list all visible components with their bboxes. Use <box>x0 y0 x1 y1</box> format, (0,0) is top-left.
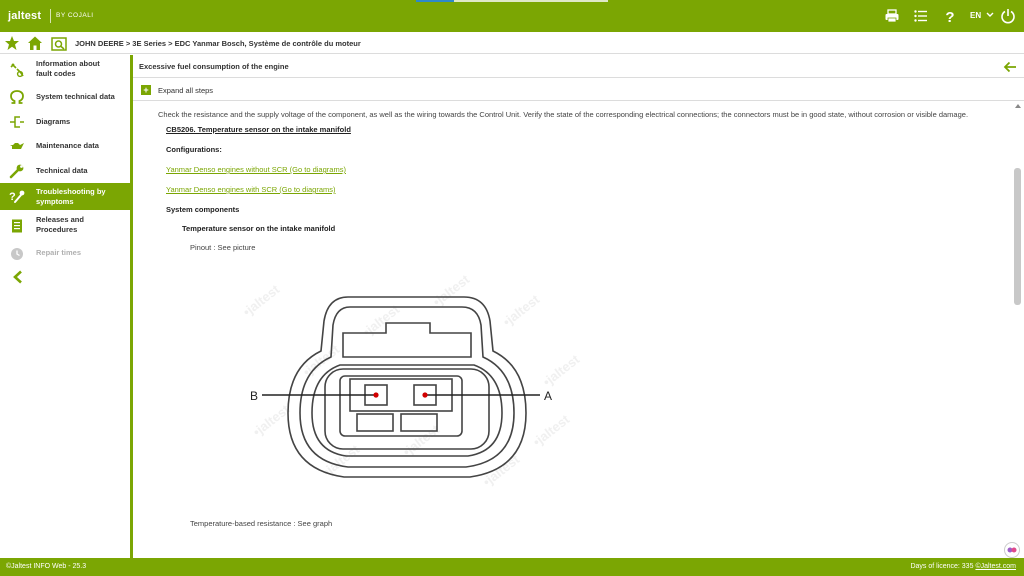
connector-drawing <box>240 273 610 501</box>
watermark: •jaltest <box>319 441 363 480</box>
sidebar-item-diagrams[interactable] <box>0 109 130 135</box>
loading-progress-fill <box>416 0 454 2</box>
system-components-heading: System components <box>166 205 240 214</box>
logo-divider <box>50 9 51 23</box>
sidebar-item-system-technical-data[interactable] <box>0 84 130 110</box>
print-icon[interactable] <box>884 8 900 24</box>
expand-all-steps-button[interactable] <box>133 79 1024 101</box>
footer <box>0 558 1024 576</box>
omega-icon <box>9 89 25 105</box>
watermark: •jaltest <box>239 281 283 320</box>
pinout-text: Pinout : See picture <box>190 243 256 252</box>
scroll-up-icon[interactable] <box>1014 102 1022 110</box>
step-description: Check the resistance and the supply voltage of the component, as well as the wiring towards the Control Unit. Verify the state of the corresponding electrical connections; the connectors must be in good state, without corrosion or visible damage. <box>158 110 969 119</box>
fault-codes-icon <box>9 62 25 78</box>
chevron-down-icon <box>986 12 994 18</box>
watermark: •jaltest <box>359 301 403 340</box>
sidebar-item-releases-procedures[interactable] <box>0 213 130 239</box>
sidebar-item-maintenance-data[interactable] <box>0 133 130 159</box>
watermark: •jaltest <box>539 351 583 390</box>
copyright-text: ©Jaltest INFO Web - 25.3 <box>6 563 87 570</box>
pin-a-label: A <box>544 389 553 403</box>
breadcrumb[interactable]: JOHN DEERE > 3E Series > EDC Yanmar Bosch, Système de contrôle du moteur <box>75 39 361 48</box>
watermark: •jaltest <box>529 411 573 450</box>
licence-days: Days of licence: 335 <box>910 563 974 570</box>
jaltest-website-link[interactable]: ©Jaltest.com <box>975 563 1016 570</box>
connector-pinout-diagram <box>240 273 610 501</box>
loading-progress-bar <box>416 0 608 2</box>
sidebar-item-technical-data[interactable] <box>0 158 130 184</box>
chevron-left-icon[interactable] <box>12 270 24 284</box>
sidebar-item-label: System technical data <box>36 92 115 101</box>
config-link-without-scr[interactable]: Yanmar Denso engines without SCR (Go to diagrams) <box>166 165 346 174</box>
page-title: Excessive fuel consumption of the engine <box>139 62 289 71</box>
pin-b-label: B <box>250 389 259 403</box>
licence-info <box>910 563 1016 570</box>
resistance-text: Temperature-based resistance : See graph <box>190 519 333 528</box>
scrollbar-thumb[interactable] <box>1014 168 1021 305</box>
chat-widget-button[interactable] <box>1004 542 1020 558</box>
step-header <box>133 55 1024 78</box>
sidebar-item-repair-times <box>0 241 130 267</box>
watermark: •jaltest <box>429 271 473 310</box>
sidebar-item-label: Repair times <box>36 248 82 257</box>
watermark: •jaltest <box>299 341 343 380</box>
diagram-icon <box>9 114 25 130</box>
sidebar-item-label: Diagrams <box>36 117 71 126</box>
document-icon <box>9 218 25 234</box>
troubleshoot-icon <box>9 188 25 204</box>
language-label: EN <box>970 11 982 20</box>
component-title: CB5206. Temperature sensor on the intake manifold <box>166 125 351 134</box>
language-selector[interactable] <box>970 11 994 20</box>
help-icon[interactable] <box>942 8 958 24</box>
svg-text:?: ? <box>9 191 16 203</box>
main-content <box>133 55 1024 558</box>
chat-icon <box>1005 543 1019 557</box>
clock-icon <box>9 246 25 262</box>
configurations-heading: Configurations: <box>166 145 222 154</box>
home-icon[interactable] <box>27 35 43 51</box>
breadcrumb-bar <box>0 32 1024 54</box>
sidebar-item-troubleshooting[interactable] <box>0 183 130 210</box>
sidebar-item-label: Information about fault codes <box>36 59 100 78</box>
top-bar <box>0 0 1024 32</box>
watermark: •jaltest <box>249 401 293 440</box>
pin-b-dot <box>373 392 378 397</box>
wrench-icon <box>9 163 25 179</box>
back-arrow-icon[interactable] <box>1003 60 1017 74</box>
oil-can-icon <box>9 138 25 154</box>
search-vehicle-icon[interactable] <box>51 35 67 51</box>
list-icon[interactable] <box>913 8 929 24</box>
jaltest-logo: jaltest <box>8 10 42 22</box>
expand-all-steps-label: Expand all steps <box>158 86 214 95</box>
sidebar-item-label: Technical data <box>36 166 88 175</box>
watermark: •jaltest <box>479 451 523 490</box>
plus-icon: + <box>141 85 151 95</box>
sidebar <box>0 55 130 558</box>
sidebar-item-label: Releases and Procedures <box>36 215 84 234</box>
star-icon[interactable] <box>4 35 20 51</box>
sensor-heading: Temperature sensor on the intake manifold <box>182 224 336 233</box>
svg-text:?: ? <box>945 9 955 24</box>
pin-a-dot <box>422 392 427 397</box>
watermark: •jaltest <box>499 291 543 330</box>
sidebar-item-label: Troubleshooting by symptoms <box>36 187 106 206</box>
watermark: •jaltest <box>399 421 443 460</box>
power-icon[interactable] <box>1000 8 1016 24</box>
sidebar-item-label: Maintenance data <box>36 141 99 150</box>
cojali-brand: BY COJALI <box>56 12 94 19</box>
sidebar-item-fault-codes[interactable] <box>0 55 130 84</box>
config-link-with-scr[interactable]: Yanmar Denso engines with SCR (Go to diagrams) <box>166 185 336 194</box>
